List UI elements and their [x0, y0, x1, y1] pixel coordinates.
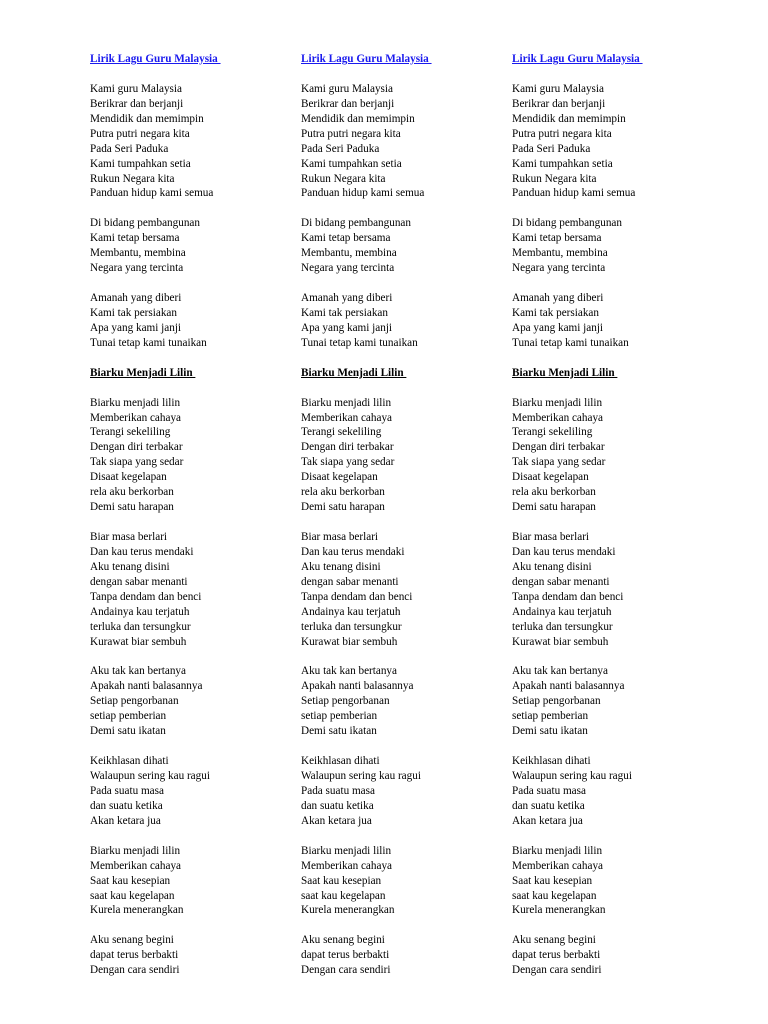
lyric-line: Biarku menjadi lilin	[512, 396, 603, 409]
lyric-line: terluka dan tersungkur	[512, 620, 613, 633]
lyric-line: Demi satu ikatan	[90, 725, 166, 738]
lyric-line: Apa yang kami janji	[90, 321, 182, 334]
lyric-line: Setiap pengorbanan	[301, 695, 390, 708]
lyric-line: Dengan cara sendiri	[301, 964, 391, 977]
lyric-line: dengan sabar menanti	[301, 575, 399, 588]
lyric-line: Rukun Negara kita	[512, 172, 597, 185]
lyric-line: Biarku menjadi lilin	[90, 396, 181, 409]
lyric-line: Amanah yang diberi	[512, 292, 604, 304]
lyric-line: Biarku menjadi lilin	[90, 844, 181, 857]
lyric-line: Mendidik dan memimpin	[512, 112, 626, 125]
lyric-line: Andainya kau terjatuh	[512, 605, 612, 618]
lyric-line: Kami guru Malaysia	[301, 82, 393, 95]
lyric-line: Akan ketara jua	[90, 814, 161, 827]
lyric-line: rela aku berkorban	[90, 486, 174, 499]
lyric-line: Kami tumpahkan setia	[90, 157, 191, 170]
lyric-line: Panduan hidup kami semua	[301, 187, 425, 200]
lyric-line: Apakah nanti balasannya	[512, 680, 625, 693]
lyric-line: Terangi sekeliling	[512, 426, 593, 439]
lyric-line: Amanah yang diberi	[301, 292, 393, 304]
lyric-line: saat kau kegelapan	[90, 889, 175, 902]
stanza-gap	[512, 381, 712, 396]
lyric-line: Akan ketara jua	[512, 814, 583, 827]
lyric-line: Membantu, membina	[512, 247, 608, 260]
stanza-gap	[90, 650, 290, 665]
lyric-line: Biar masa berlari	[301, 531, 379, 543]
lyric-line: Apa yang kami janji	[301, 321, 393, 334]
stanza-gap	[90, 829, 290, 844]
lyric-line: Tak siapa yang sedar	[90, 456, 184, 469]
lyric-line: Di bidang pembangunan	[301, 217, 411, 230]
stanza-gap	[301, 739, 501, 754]
lyric-line: Negara yang tercinta	[301, 262, 395, 275]
lyric-line: Mendidik dan memimpin	[90, 112, 204, 125]
lyric-line: saat kau kegelapan	[512, 889, 597, 902]
lyric-line: Aku tenang disini	[90, 560, 170, 573]
lyric-line: Kami tetap bersama	[90, 232, 180, 245]
lyric-line: Negara yang tercinta	[90, 262, 184, 275]
lyric-line: Apakah nanti balasannya	[301, 680, 414, 693]
lyric-line: dan suatu ketika	[512, 799, 585, 812]
song-title: Biarku Menjadi Lilin	[301, 366, 407, 379]
stanza-gap	[90, 918, 290, 933]
stanza-gap	[301, 276, 501, 291]
lyric-line: dengan sabar menanti	[512, 575, 610, 588]
lyric-line: Memberikan cahaya	[90, 859, 182, 872]
stanza-gap	[90, 381, 290, 396]
lyric-line: Kurawat biar sembuh	[512, 635, 609, 648]
lyric-line: Dengan cara sendiri	[90, 964, 180, 977]
lyric-line: Kurela menerangkan	[301, 904, 395, 917]
lyric-line: Demi satu ikatan	[301, 725, 377, 738]
lyric-line: Biar masa berlari	[90, 531, 168, 543]
lyric-line: Memberikan cahaya	[512, 411, 604, 424]
lyric-line: Tak siapa yang sedar	[301, 456, 395, 469]
lyric-line: Kami tumpahkan setia	[512, 157, 613, 170]
lyric-line: Rukun Negara kita	[90, 172, 175, 185]
lyric-line: rela aku berkorban	[512, 486, 596, 499]
lyric-line: Aku tak kan bertanya	[512, 665, 608, 678]
song-title-link[interactable]: Lirik Lagu Guru Malaysia	[90, 53, 221, 65]
lyric-line: Memberikan cahaya	[90, 411, 182, 424]
lyric-line: Disaat kegelapan	[90, 471, 167, 484]
lyric-line: Dan kau terus mendaki	[512, 545, 616, 558]
lyric-line: Biarku menjadi lilin	[301, 396, 392, 409]
lyric-line: dan suatu ketika	[90, 799, 163, 812]
lyric-line: saat kau kegelapan	[301, 889, 386, 902]
lyric-line: Biar masa berlari	[512, 531, 590, 543]
lyric-line: Tanpa dendam dan benci	[512, 590, 624, 603]
lyric-line: Kami tak persiakan	[90, 306, 177, 319]
stanza-gap	[512, 201, 712, 216]
lyric-line: Aku tak kan bertanya	[90, 665, 186, 678]
song-title: Biarku Menjadi Lilin	[90, 366, 196, 379]
lyric-line: Pada suatu masa	[90, 784, 164, 797]
lyric-line: Aku senang begini	[512, 934, 596, 947]
lyric-line: Setiap pengorbanan	[90, 695, 179, 708]
lyric-line: Disaat kegelapan	[301, 471, 378, 484]
lyric-line: dapat terus berbakti	[301, 949, 390, 962]
lyrics-column-1	[90, 52, 290, 978]
lyric-line: Amanah yang diberi	[90, 292, 182, 304]
stanza-gap	[301, 201, 501, 216]
lyric-line: Putra putri negara kita	[301, 127, 401, 140]
stanza-gap	[90, 67, 290, 82]
lyric-line: Rukun Negara kita	[301, 172, 386, 185]
lyric-line: Kami tumpahkan setia	[301, 157, 402, 170]
stanza-gap	[512, 351, 712, 366]
lyric-line: Dengan diri terbakar	[512, 441, 605, 454]
lyric-line: Berikrar dan berjanji	[512, 97, 606, 110]
stanza-gap	[90, 276, 290, 291]
lyric-line: dengan sabar menanti	[90, 575, 188, 588]
stanza-gap	[301, 829, 501, 844]
stanza-gap	[512, 918, 712, 933]
lyric-line: Setiap pengorbanan	[512, 695, 601, 708]
song-title: Biarku Menjadi Lilin	[512, 366, 618, 379]
lyric-line: dapat terus berbakti	[90, 949, 179, 962]
lyric-line: Keikhlasan dihati	[512, 755, 591, 768]
lyric-line: Andainya kau terjatuh	[301, 605, 401, 618]
lyric-line: Demi satu ikatan	[512, 725, 588, 738]
song-title-link[interactable]: Lirik Lagu Guru Malaysia	[301, 53, 432, 65]
lyric-line: Aku senang begini	[301, 934, 385, 947]
lyric-line: Tunai tetap kami tunaikan	[301, 336, 418, 349]
lyrics-column-3	[512, 52, 712, 978]
lyric-line: Kurela menerangkan	[512, 904, 606, 917]
stanza-gap	[512, 67, 712, 82]
lyric-line: Di bidang pembangunan	[90, 217, 200, 230]
lyric-line: Pada Seri Paduka	[301, 142, 380, 155]
lyric-line: Terangi sekeliling	[90, 426, 171, 439]
lyric-line: Kami tetap bersama	[512, 232, 602, 245]
lyric-line: Tanpa dendam dan benci	[301, 590, 413, 603]
lyric-line: Pada Seri Paduka	[512, 142, 591, 155]
lyric-line: Saat kau kesepian	[301, 874, 382, 887]
lyric-line: Kami tak persiakan	[301, 306, 388, 319]
stanza-gap	[301, 650, 501, 665]
lyric-line: Aku tenang disini	[301, 560, 381, 573]
stanza-gap	[512, 650, 712, 665]
lyric-line: Putra putri negara kita	[90, 127, 190, 140]
stanza-gap	[90, 515, 290, 530]
lyric-line: Disaat kegelapan	[512, 471, 589, 484]
lyric-line: Keikhlasan dihati	[301, 755, 380, 768]
lyric-line: Berikrar dan berjanji	[301, 97, 395, 110]
lyric-line: Memberikan cahaya	[512, 859, 604, 872]
stanza-gap	[90, 351, 290, 366]
lyric-line: Dan kau terus mendaki	[301, 545, 405, 558]
lyric-line: Membantu, membina	[90, 247, 186, 260]
lyric-line: Negara yang tercinta	[512, 262, 606, 275]
stanza-gap	[301, 67, 501, 82]
lyric-line: Demi satu harapan	[301, 501, 385, 514]
stanza-gap	[301, 351, 501, 366]
lyric-line: Andainya kau terjatuh	[90, 605, 190, 618]
lyric-line: Kami tak persiakan	[512, 306, 599, 319]
lyric-line: dan suatu ketika	[301, 799, 374, 812]
lyric-line: Tak siapa yang sedar	[512, 456, 606, 469]
lyric-line: terluka dan tersungkur	[301, 620, 402, 633]
lyric-line: Pada Seri Paduka	[90, 142, 169, 155]
lyric-line: Kami guru Malaysia	[90, 82, 182, 95]
lyric-line: Memberikan cahaya	[301, 411, 393, 424]
lyric-line: Kami tetap bersama	[301, 232, 391, 245]
lyric-line: Akan ketara jua	[301, 814, 372, 827]
lyric-line: Pada suatu masa	[512, 784, 586, 797]
lyric-line: Dengan cara sendiri	[512, 964, 602, 977]
lyric-line: rela aku berkorban	[301, 486, 385, 499]
lyric-line: Apa yang kami janji	[512, 321, 604, 334]
stanza-gap	[512, 515, 712, 530]
lyric-line: Panduan hidup kami semua	[512, 187, 636, 200]
lyric-line: Saat kau kesepian	[512, 874, 593, 887]
stanza-gap	[512, 739, 712, 754]
lyric-line: Memberikan cahaya	[301, 859, 393, 872]
lyric-line: Aku tak kan bertanya	[301, 665, 397, 678]
lyric-line: Aku senang begini	[90, 934, 174, 947]
lyric-line: Walaupun sering kau ragui	[301, 770, 421, 782]
lyric-line: Tunai tetap kami tunaikan	[512, 336, 629, 349]
lyric-line: Tanpa dendam dan benci	[90, 590, 202, 603]
song-title-link[interactable]: Lirik Lagu Guru Malaysia	[512, 53, 643, 65]
lyric-line: Aku tenang disini	[512, 560, 592, 573]
lyric-line: Biarku menjadi lilin	[301, 844, 392, 857]
lyric-line: Kurela menerangkan	[90, 904, 184, 917]
lyric-line: Panduan hidup kami semua	[90, 187, 214, 200]
lyric-line: Pada suatu masa	[301, 784, 375, 797]
lyric-line: Dengan diri terbakar	[90, 441, 183, 454]
lyric-line: dapat terus berbakti	[512, 949, 601, 962]
lyric-line: Berikrar dan berjanji	[90, 97, 184, 110]
lyric-line: Putra putri negara kita	[512, 127, 612, 140]
lyric-line: Keikhlasan dihati	[90, 755, 169, 768]
lyric-line: setiap pemberian	[90, 710, 167, 723]
stanza-gap	[512, 829, 712, 844]
lyric-line: terluka dan tersungkur	[90, 620, 191, 633]
lyric-line: Dengan diri terbakar	[301, 441, 394, 454]
lyric-line: Kurawat biar sembuh	[301, 635, 398, 648]
lyric-line: Di bidang pembangunan	[512, 217, 622, 230]
lyric-line: Saat kau kesepian	[90, 874, 171, 887]
stanza-gap	[90, 739, 290, 754]
stanza-gap	[90, 201, 290, 216]
lyric-line: Kurawat biar sembuh	[90, 635, 187, 648]
lyric-line: Walaupun sering kau ragui	[90, 770, 210, 782]
stanza-gap	[301, 918, 501, 933]
stanza-gap	[512, 276, 712, 291]
lyric-line: Terangi sekeliling	[301, 426, 382, 439]
lyric-line: Membantu, membina	[301, 247, 397, 260]
lyric-line: Biarku menjadi lilin	[512, 844, 603, 857]
lyric-line: Demi satu harapan	[512, 501, 596, 514]
stanza-gap	[301, 515, 501, 530]
stanza-gap	[301, 381, 501, 396]
lyric-line: Kami guru Malaysia	[512, 82, 604, 95]
lyrics-column-2	[301, 52, 501, 978]
lyric-line: Dan kau terus mendaki	[90, 545, 194, 558]
lyric-line: setiap pemberian	[512, 710, 589, 723]
lyric-line: setiap pemberian	[301, 710, 378, 723]
lyric-line: Apakah nanti balasannya	[90, 680, 203, 693]
lyric-line: Walaupun sering kau ragui	[512, 770, 632, 782]
lyric-line: Demi satu harapan	[90, 501, 174, 514]
lyric-line: Tunai tetap kami tunaikan	[90, 336, 207, 349]
lyric-line: Mendidik dan memimpin	[301, 112, 415, 125]
